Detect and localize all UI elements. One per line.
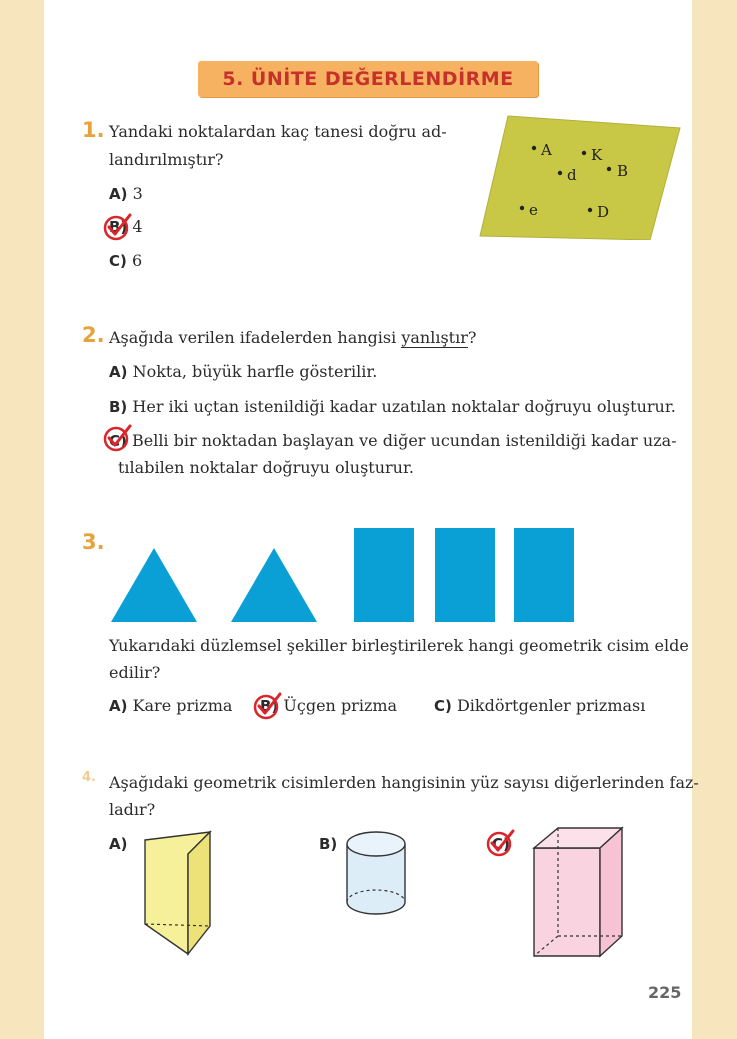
question-1-option-c[interactable] (109, 251, 142, 271)
page-edge-left (0, 0, 44, 1039)
option-text: Belli bir noktadan başlayan ve diğer ucundan istenildiği kadar uza- (131, 431, 677, 450)
point-label: B (617, 162, 629, 180)
triangle-shape (111, 548, 197, 622)
question-2-text-end: ? (467, 328, 477, 347)
question-3-text-line2: edilir? (109, 663, 161, 682)
plane-shape (480, 116, 680, 240)
point-label: A (541, 141, 552, 159)
unit-title: 5. ÜNİTE DEĞERLENDİRME (222, 68, 514, 90)
option-letter: A) (109, 697, 128, 715)
cylinder-icon (344, 830, 408, 920)
point-label: e (529, 201, 538, 219)
point-dot (582, 151, 586, 155)
rectangular-prism-icon (530, 824, 626, 960)
point-label: D (597, 203, 610, 221)
option-letter: A) (109, 835, 128, 853)
plane-with-points (478, 114, 682, 240)
question-1-number: 1. (82, 118, 105, 142)
option-text: 6 (131, 251, 143, 270)
question-4-option-a[interactable] (109, 834, 127, 854)
question-2-number: 2. (82, 323, 105, 347)
question-3-number: 3. (82, 530, 105, 554)
question-2-text-start: Aşağıda verilen ifadelerden hangisi (109, 328, 402, 347)
check-mark-icon (103, 423, 133, 453)
question-2-option-c[interactable] (109, 431, 677, 451)
check-mark-icon (253, 691, 283, 721)
check-mark-icon (103, 212, 133, 242)
question-2-text-underlined: yanlıştır (401, 328, 468, 347)
question-3-option-c[interactable] (434, 696, 645, 716)
point-dot (532, 146, 536, 150)
option-text: Üçgen prizma (283, 696, 398, 715)
option-letter: C) (109, 252, 127, 270)
option-letter: C) (109, 432, 127, 450)
point-label: K (591, 146, 603, 164)
rectangle-shape (514, 528, 574, 622)
option-letter: B) (109, 398, 128, 416)
option-letter: A) (109, 363, 128, 381)
unit-title-banner (198, 61, 538, 97)
point-dot (607, 167, 611, 171)
option-text: Kare prizma (132, 696, 233, 715)
question-2-text (109, 328, 476, 348)
question-2-option-b[interactable] (109, 397, 676, 417)
question-4-option-b[interactable] (319, 834, 337, 854)
rectangle-shape (435, 528, 495, 622)
page-number: 225 (648, 983, 682, 1002)
question-3-text-line1: Yukarıdaki düzlemsel şekiller birleştirilerek hangi geometrik cisim elde (109, 636, 689, 655)
point-label: d (567, 166, 577, 184)
option-text: 4 (132, 217, 143, 236)
option-letter: B) (319, 835, 338, 853)
option-letter: B) (260, 697, 279, 715)
option-letter: A) (109, 185, 128, 203)
question-1-text-line2: landırılmıştır? (109, 150, 224, 169)
question-4-text-line2: ladır? (109, 800, 156, 819)
triangular-prism-icon (140, 828, 220, 958)
point-dot (588, 208, 592, 212)
question-2-option-a[interactable] (109, 362, 377, 382)
planar-shapes (108, 526, 578, 624)
triangle-shape (231, 548, 317, 622)
question-3-option-a[interactable] (109, 696, 232, 716)
question-1-option-a[interactable] (109, 184, 143, 204)
option-text: Nokta, büyük harfle gösterilir. (132, 362, 378, 381)
option-letter: C) (434, 697, 452, 715)
question-4-text-line1: Aşağıdaki geometrik cisimlerden hangisinin yüz sayısı diğerlerinden faz- (109, 773, 699, 792)
point-dot (558, 171, 562, 175)
option-letter: C) (492, 835, 510, 853)
rectangle-shape (354, 528, 414, 622)
page-edge-right (692, 0, 737, 1039)
question-2-option-c-line2: tılabilen noktalar doğruyu oluşturur. (118, 458, 414, 477)
option-letter: B) (109, 218, 128, 236)
option-text: Her iki uçtan istenildiği kadar uzatılan noktalar doğruyu oluşturur. (132, 397, 676, 416)
option-text: 3 (132, 184, 143, 203)
option-text: Dikdörtgenler prizması (456, 696, 646, 715)
question-1-text-line1: Yandaki noktalardan kaç tanesi doğru ad- (109, 122, 447, 141)
point-dot (520, 206, 524, 210)
check-mark-icon (486, 828, 516, 858)
question-4-number: 4. (82, 770, 96, 785)
